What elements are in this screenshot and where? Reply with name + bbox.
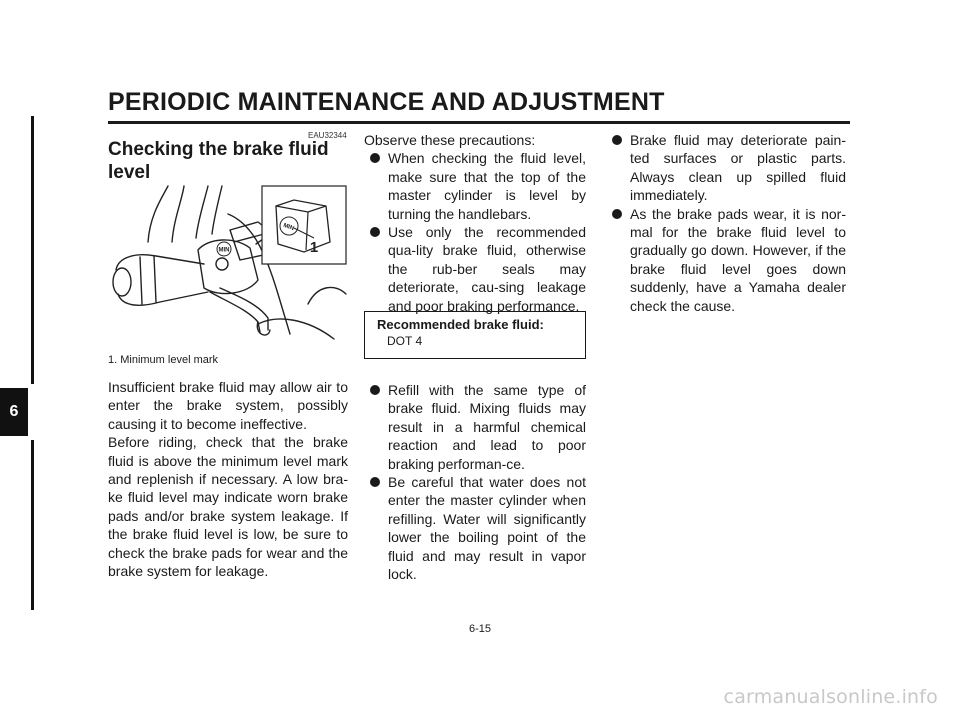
column-2-bottom <box>364 381 586 583</box>
chapter-tab <box>0 388 28 436</box>
column-3 <box>606 131 846 315</box>
list-item: When checking the fluid level, make sure that the top of the master cylinder is level by turning the handlebars. <box>364 149 586 223</box>
page-number: 6-15 <box>468 623 492 635</box>
list-item: Be careful that water does not enter the master cylinder when refilling. Water will significantly lower the boiling point of the fluid and may result in vapor lock. <box>364 473 586 583</box>
spec-value: DOT 4 <box>387 334 423 348</box>
list-item: Use only the recommended qua-lity brake fluid, otherwise the rub-ber seals may deteriorate, cau-sing leakage and poor braking performance. <box>364 223 586 315</box>
bullet-icon <box>370 153 380 163</box>
bullet-icon <box>370 227 380 237</box>
notes-list <box>606 131 846 315</box>
list-item: Brake fluid may deteriorate pain-ted surfaces or plastic parts. Always clean up spilled fluid immediately. <box>606 131 846 205</box>
bullet-icon <box>370 477 380 487</box>
spec-label: Recommended brake fluid: <box>377 317 544 332</box>
chapter-number: 6 <box>9 403 19 420</box>
chapter-tab-line-bottom <box>31 440 34 610</box>
section-code: EAU32344 <box>308 131 347 140</box>
list-item: Refill with the same type of brake fluid. Mixing fluids may result in a harmful chemical reaction and lead to poor braking performan-ce. <box>364 381 586 473</box>
bullet-icon <box>612 209 622 219</box>
chapter-tab-line-top <box>31 116 34 384</box>
header-rule <box>108 121 850 124</box>
bullet-icon <box>612 135 622 145</box>
page-header-title: PERIODIC MAINTENANCE AND ADJUSTMENT <box>108 88 665 116</box>
recommended-fluid-box <box>364 311 586 359</box>
column-2-top <box>364 131 586 315</box>
min-mark-icon <box>217 242 231 256</box>
column-1 <box>108 378 348 580</box>
paragraph: Before riding, check that the brake fluid is above the minimum level mark and replenish if necessary. A low bra-ke fluid level may indicate worn brake pads and/or brake system leakage. If the brake fluid level is low, be sure to check the brake pads for wear and the brake system for leakage. <box>108 434 348 580</box>
callout-number: 1 <box>309 239 319 256</box>
bullet-icon <box>370 385 380 395</box>
precautions-list-continued <box>364 381 586 583</box>
brake-reservoir-figure <box>108 184 348 346</box>
figure-caption: 1. Minimum level mark <box>108 354 219 366</box>
svg-text:MIN: MIN <box>282 222 295 233</box>
precautions-list <box>364 149 586 315</box>
list-item: As the brake pads wear, it is nor-mal for the brake fluid level to gradually go down. However, if the brake fluid level goes down suddenly, have a Yamaha dealer check the cause. <box>606 205 846 315</box>
watermark: carmanualsonline.info <box>723 686 938 708</box>
inset-detail <box>262 186 346 264</box>
precautions-lead: Observe these precautions: <box>364 132 536 148</box>
svg-text:MIN: MIN <box>218 247 230 254</box>
section-title: Checking the brake fluid level <box>108 139 329 183</box>
brake-reservoir-illustration <box>108 184 348 346</box>
paragraph: Insufficient brake fluid may allow air to enter the brake system, possibly causing it to become ineffective. <box>108 379 348 432</box>
